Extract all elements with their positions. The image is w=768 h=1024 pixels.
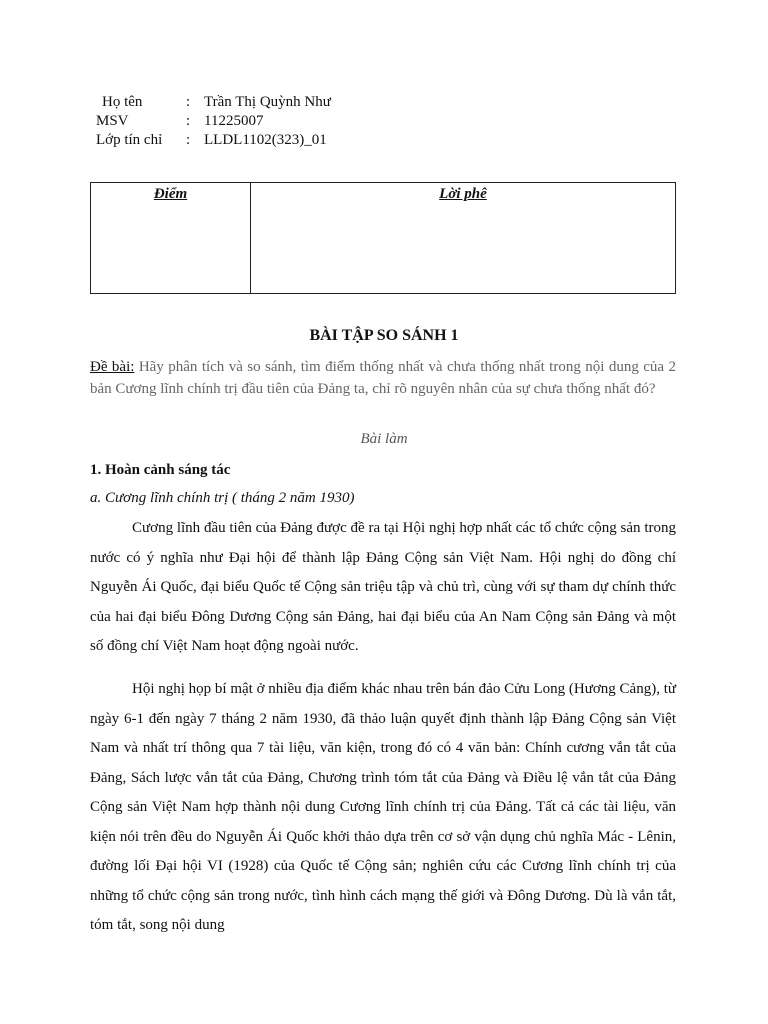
class-value: LLDL1102(323)_01 (204, 132, 327, 148)
paragraph: Hội nghị họp bí mật ở nhiều địa điểm khác nhau trên bán đảo Cửu Long (Hương Cảng), từ ngày 6-1 đến ngày 7 tháng 2 năm 1930, đã thảo luận quyết định thành lập Đảng Cộng sản Việt Nam và nhất trí thông qua 7 tài liệu, văn kiện, trong đó có 4 văn bản: Chính cương vắn tắt của Đảng, Sách lược vắn tắt của Đảng, Chương trình tóm tắt của Đảng và Điều lệ vắn tắt của Đảng Cộng sản Việt Nam hợp thành nội dung Cương lĩnh chính trị của Đảng. Tất cả các tài liệu, văn kiện nói trên đều do Nguyễn Ái Quốc khởi thảo dựa trên cơ sở vận dụng chủ nghĩa Mác - Lênin, đường lối Đại hội VI (1928) của Quốc tế Cộng sản; nghiên cứu các Cương lĩnh chính trị của những tổ chức cộng sản trong nước, tình hình cách mạng thế giới và Đông Dương. Dù là vắn tắt, tóm tắt, song nội dung (90, 681, 676, 933)
section-heading: 1. Hoàn cảnh sáng tác (90, 462, 231, 478)
colon: : (186, 132, 191, 148)
student-info (96, 93, 331, 150)
page-title: BÀI TẬP SO SÁNH 1 (309, 327, 459, 344)
comment-header: Lời phê (439, 186, 487, 202)
colon: : (186, 113, 191, 129)
name-value: Trần Thị Quỳnh Như (204, 94, 331, 110)
name-row (96, 93, 331, 112)
assignment-prompt (90, 356, 676, 400)
prompt-label: Đề bài: (90, 359, 135, 375)
class-row (96, 131, 331, 150)
id-row (96, 112, 331, 131)
id-value: 11225007 (204, 113, 264, 129)
paragraph: Cương lĩnh đầu tiên của Đảng được đề ra tại Hội nghị hợp nhất các tổ chức cộng sản trong nước có ý nghĩa như Đại hội để thành lập Đảng Cộng sản Việt Nam. Hội nghị do đồng chí Nguyễn Ái Quốc, đại biểu Quốc tế Cộng sản triệu tập và chủ trì, cùng với sự tham dự chính thức của hai đại biểu Đông Dương Cộng sản Đảng, hai đại biểu của An Nam Cộng sản Đảng và một số đồng chí Việt Nam hoạt động ngoài nước. (90, 520, 676, 654)
subsection-heading: a. Cương lĩnh chính trị ( tháng 2 năm 1930) (90, 490, 355, 506)
answer-subheading: Bài làm (360, 431, 408, 447)
score-header: Điểm (91, 183, 251, 293)
id-label: MSV (96, 113, 129, 129)
name-label: Họ tên (102, 94, 143, 110)
colon: : (186, 94, 191, 110)
prompt-text: Hãy phân tích và so sánh, tìm điểm thống nhất và chưa thống nhất trong nội dung của 2 bản Cương lĩnh chính trị đầu tiên của Đảng ta, chỉ rõ nguyên nhân của sự chưa thống nhất đó? (90, 359, 676, 397)
class-label: Lớp tín chỉ (96, 132, 163, 148)
grade-table (90, 182, 676, 294)
